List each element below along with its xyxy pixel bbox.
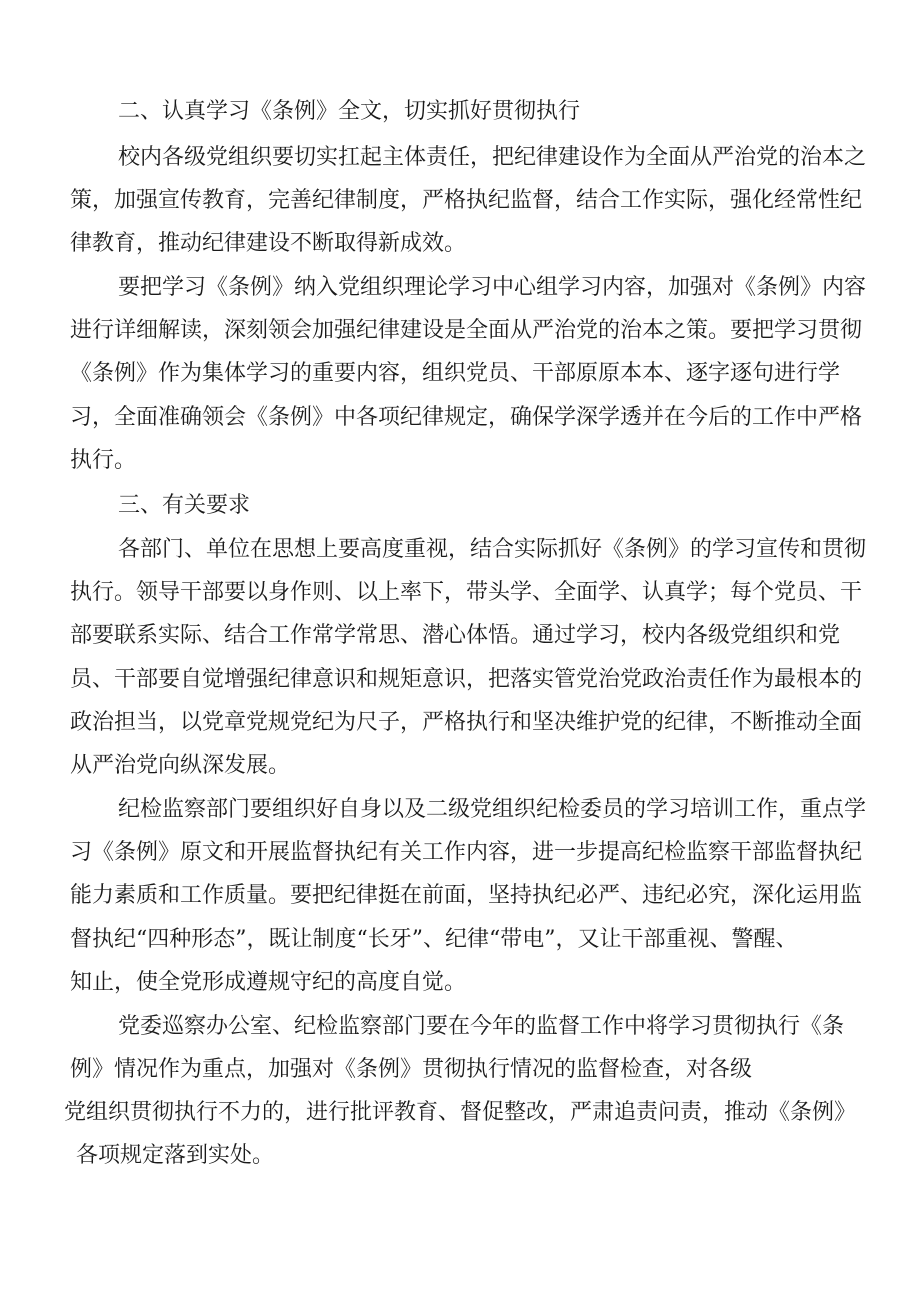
paragraph-line: 督执纪“四种形态”，既让制度“长牙”、纪律“带电”，又让干部重视、警醒、	[70, 927, 798, 952]
paragraph-line: 习《条例》原文和开展监督执纪有关工作内容，进一步提高纪检监察干部监督执纪	[70, 840, 863, 865]
paragraph-line: 各部门、单位在思想上要高度重视，结合实际抓好《条例》的学习宣传和贯彻	[118, 537, 867, 562]
paragraph-line: 《条例》作为集体学习的重要内容，组织党员、干部原原本本、逐字逐句进行学	[70, 361, 841, 386]
paragraph-line: 从严治党向纵深发展。	[70, 753, 291, 778]
section-heading: 三、有关要求	[118, 493, 251, 518]
paragraph-line: 党组织贯彻执行不力的，进行批评教育、督促整改，严肃追责问责，推动《条例》	[64, 1100, 857, 1125]
paragraph-line: 部要联系实际、结合工作常学常思、潜心体悟。通过学习，校内各级党组织和党	[70, 623, 841, 648]
paragraph-line: 能力素质和工作质量。要把纪律挺在前面，坚持执纪必严、违纪必究，深化运用监	[70, 883, 863, 908]
paragraph-line: 政治担当，以党章党规党纪为尺子，严格执行和坚决维护党的纪律，不断推动全面	[70, 710, 863, 735]
paragraph-line: 律教育，推动纪律建设不断取得新成效。	[70, 231, 467, 256]
paragraph-line: 纪检监察部门要组织好自身以及二级党组织纪检委员的学习培训工作，重点学	[118, 797, 867, 822]
paragraph-line: 员、干部要自觉增强纪律意识和规矩意识，把落实管党治党政治责任作为最根本的	[70, 667, 863, 692]
paragraph-line: 要把学习《条例》纳入党组织理论学习中心组学习内容，加强对《条例》内容	[118, 275, 867, 300]
paragraph-line: 例》情况作为重点，加强对《条例》贯彻执行情况的监督检查，对各级	[70, 1057, 753, 1082]
paragraph-line: 习，全面准确领会《条例》中各项纪律规定，确保学深学透并在今后的工作中严格	[70, 405, 863, 430]
paragraph-line: 策，加强宣传教育，完善纪律制度，严格执纪监督，结合工作实际，强化经常性纪	[70, 188, 863, 213]
paragraph-line: 进行详细解读，深刻领会加强纪律建设是全面从严治党的治本之策。要把学习贯彻	[70, 318, 863, 343]
paragraph-line: 执行。领导干部要以身作则、以上率下，带头学、全面学、认真学；每个党员、干	[70, 580, 863, 605]
paragraph-line: 执行。	[70, 448, 137, 473]
paragraph-line: 各项规定落到实处。	[76, 1143, 275, 1168]
paragraph-line: 党委巡察办公室、纪检监察部门要在今年的监督工作中将学习贯彻执行《条	[118, 1014, 845, 1039]
section-heading: 二、认真学习《条例》全文，切实抓好贯彻执行	[118, 99, 581, 124]
paragraph-line: 知止，使全党形成遵规守纪的高度自觉。	[70, 970, 467, 995]
paragraph-line: 校内各级党组织要切实扛起主体责任，把纪律建设作为全面从严治党的治本之	[118, 145, 867, 170]
